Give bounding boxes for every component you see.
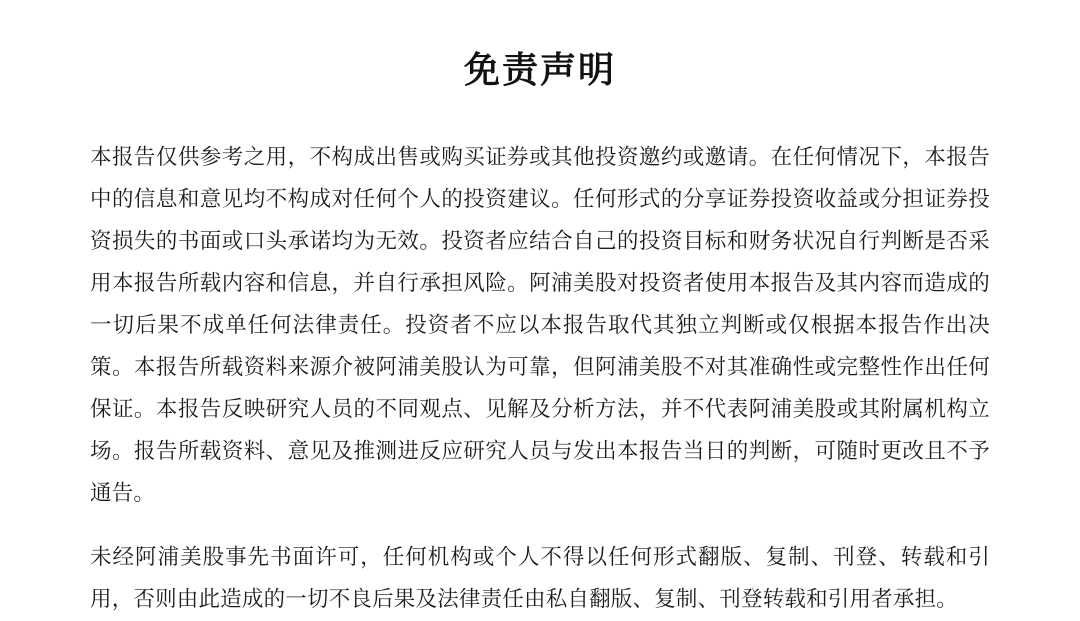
copyright-paragraph: 未经阿浦美股事先书面许可，任何机构或个人不得以任何形式翻版、复制、刊登、转载和引用，否则由此造成的一切不良后果及法律责任由私自翻版、复制、刊登转载和引用者承担。 <box>90 545 990 612</box>
document-body <box>90 137 990 621</box>
page-title: 免责声明 <box>463 49 616 91</box>
disclaimer-paragraph: 本报告仅供参考之用，不构成出售或购买证券或其他投资邀约或邀请。在任何情况下，本报告中的信息和意见均不构成对任何个人的投资建议。任何形式的分享证券投资收益或分担证券投资损失的书面或口头承诺均为无效。投资者应结合自己的投资目标和财务状况自行判断是否采用本报告所载内容和信息，并自行承担风险。阿浦美股对投资者使用本报告及其内容而造成的一切后果不成单任何法律责任。投资者不应以本报告取代其独立判断或仅根据本报告作出决策。本报告所载资料来源介被阿浦美股认为可靠，但阿浦美股不对其准确性或完整性作出任何保证。本报告反映研究人员的不同观点、见解及分析方法，并不代表阿浦美股或其附属机构立场。报告所载资料、意见及推测进反应研究人员与发出本报告当日的判断，可随时更改且不予通告。 <box>90 145 990 506</box>
